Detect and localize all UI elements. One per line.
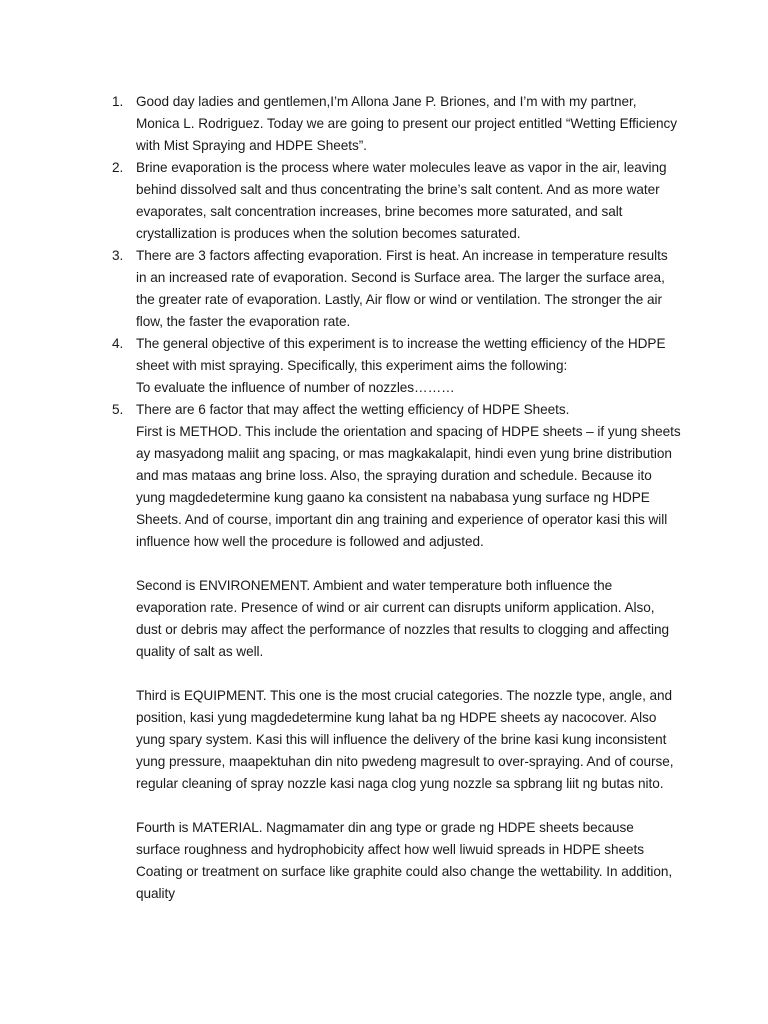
paragraph: Fourth is MATERIAL. Nagmamater din ang type or grade ng HDPE sheets because surface roughness and hydrophobicity affect how well liwuid spreads in HDPE sheets Coating or treatment on surface like graphite could also change the wettability. In addition, quality: [136, 820, 673, 901]
paragraph: First is METHOD. This include the orientation and spacing of HDPE sheets – if yung sheets ay masyadong maliit ang spacing, or mas magkakalapit, hindi even yung brine distribution and mas mataas ang brine loss. Also, the spraying duration and schedule. Because ito yung magdedetermine kung gaano ka consistent na nababasa yung surface ng HDPE Sheets. And of course, important din ang training and experience of operator kasi this will influence how well the procedure is followed and adjusted.: [136, 424, 681, 549]
paragraph: There are 6 factor that may affect the wetting efficiency of HDPE Sheets.: [136, 402, 570, 417]
list-item: [0, 157, 681, 245]
paragraph: Third is EQUIPMENT. This one is the most crucial categories. The nozzle type, angle, and position, kasi yung magdedetermine kung lahat ba ng HDPE sheets ay nacocover. Also yung spary system. Kasi this will influence the delivery of the brine kasi kung inconsistent yung pressure, maapektuhan din nito pwedeng magresult to over-spraying. And of course, regular cleaning of spray nozzle kasi naga clog yung nozzle sa spbrang liit ng butas nito.: [136, 688, 674, 791]
list-item: [0, 245, 681, 333]
numbered-list: [0, 91, 768, 905]
paragraph: There are 3 factors affecting evaporation. First is heat. An increase in temperature results in an increased rate of evaporation. Second is Surface area. The larger the surface area, the greater rate of evaporation. Lastly, Air flow or wind or ventilation. The stronger the air flow, the faster the evaporation rate.: [136, 248, 668, 329]
list-item: [0, 399, 681, 905]
paragraph: The general objective of this experiment is to increase the wetting efficiency of the HDPE sheet with mist spraying. Specifically, this experiment aims the following:: [136, 336, 666, 373]
list-item: [0, 333, 681, 399]
list-number: 2.: [112, 160, 124, 175]
list-number: 1.: [112, 94, 124, 109]
list-number: 4.: [112, 336, 124, 351]
paragraph: Brine evaporation is the process where water molecules leave as vapor in the air, leaving behind dissolved salt and thus concentrating the brine’s salt content. And as more water evaporates, salt concentration increases, brine becomes more saturated, and salt crystallization is produces when the solution becomes saturated.: [136, 160, 667, 241]
paragraph: Good day ladies and gentlemen,I’m Allona Jane P. Briones, and I’m with my partner, Monica L. Rodriguez. Today we are going to present our project entitled “Wetting Efficiency with Mist Spraying and HDPE Sheets”.: [136, 94, 678, 153]
paragraph: To evaluate the influence of number of nozzles………: [136, 380, 455, 395]
list-item: [0, 91, 681, 157]
paragraph: Second is ENVIRONEMENT. Ambient and water temperature both influence the evaporation rate. Presence of wind or air current can disrupts uniform application. Also, dust or debris may affect the performance of nozzles that results to clogging and affecting quality of salt as well.: [136, 578, 669, 659]
list-number: 3.: [112, 248, 124, 263]
list-number: 5.: [112, 402, 124, 417]
